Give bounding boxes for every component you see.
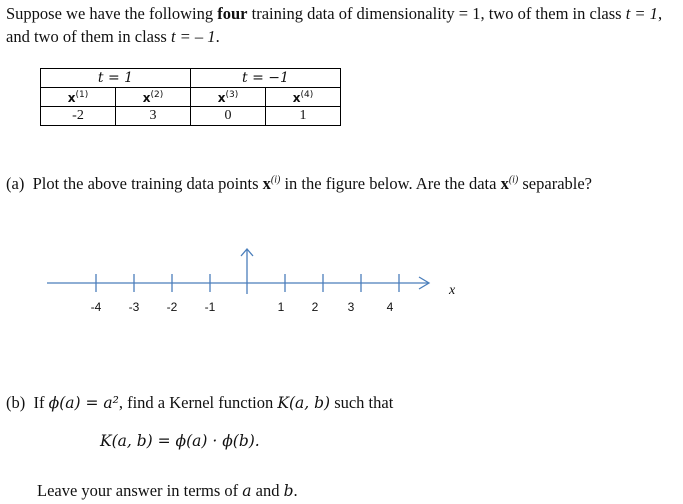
tick-label--1: -1 <box>204 300 216 314</box>
group-header-positive: t = 1 <box>41 69 191 88</box>
class-negative: t = – 1 <box>170 27 216 46</box>
tick-label--4: -4 <box>90 300 102 314</box>
intro-bold-four: four <box>217 4 248 23</box>
value-x3: 0 <box>191 107 266 126</box>
tick-label--2: -2 <box>166 300 178 314</box>
tick-label-2: 2 <box>311 300 319 314</box>
column-header-x1: $x^{(1)}$ <box>41 88 116 107</box>
tick-label-3: 3 <box>347 300 355 314</box>
tick-label-4: 4 <box>386 300 394 314</box>
kernel-symbol: K(a, b) <box>277 394 331 412</box>
value-x4: 1 <box>266 107 341 126</box>
phi-definition: ϕ(a) = a² <box>48 394 119 412</box>
tick-label--3: -3 <box>128 300 140 314</box>
class-positive: t = 1 <box>625 4 658 23</box>
value-x1: -2 <box>41 107 116 126</box>
group-header-negative: t = −1 <box>191 69 341 88</box>
tick-label-1: 1 <box>277 300 285 314</box>
question-b: (b) If ϕ(a) = a², find a Kernel function K(a, b) such that <box>6 393 394 412</box>
kernel-equation: K(a, b) = ϕ(a) · ϕ(b). <box>100 432 260 450</box>
value-x2: 3 <box>116 107 191 126</box>
column-header-x3: $x^{(3)}$ <box>191 88 266 107</box>
question-a: (a) Plot the above training data points $x^{(i)}$ in the figure below. Are the data $x^{(i)}$ separable? <box>6 174 593 193</box>
intro-paragraph: Suppose we have the following four training data of dimensionality = 1, two of them in class t = 1, and two of them in class t = – 1. <box>6 4 663 46</box>
column-header-x4: $x^{(4)}$ <box>266 88 341 107</box>
axis-variable-label: x <box>449 283 456 298</box>
column-header-x2: $x^{(2)}$ <box>116 88 191 107</box>
answer-instruction: Leave your answer in terms of a and b. <box>37 481 298 500</box>
